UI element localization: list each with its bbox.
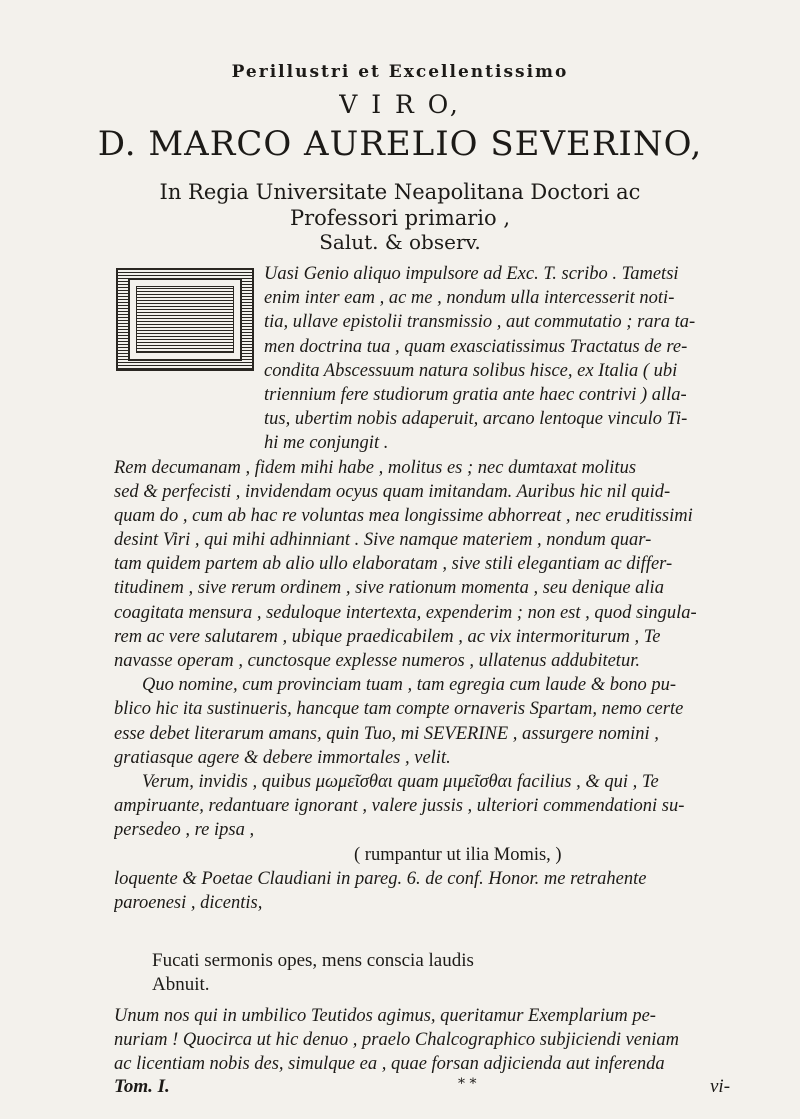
body-line: tus, ubertim nobis adaperuit, arcano lentoque vinculo Ti-	[264, 409, 688, 430]
body-line: Uasi Genio aliquo impulsore ad Exc. T. scribo . Tametsi	[264, 264, 679, 284]
body-line: gratiasque agere & debere immortales , velit.	[114, 747, 451, 768]
body-line: ac licentiam nobis des, simulque ea , quae forsan adjicienda aut inferenda	[114, 1054, 665, 1075]
body-line: Rem decumanam , fidem mihi habe , molitus es ; nec dumtaxat molitus	[114, 457, 637, 478]
body-line: Verum, invidis , quibus μωμεῖσθαι quam μιμεῖσθαι facilius , & qui , Te	[142, 771, 659, 792]
dedicatee-title-1: In Regia Universitate Neapolitana Doctori ac	[159, 180, 641, 204]
body-line: ampiruante, redantuare ignorant , valere jussis , ulteriori commendationi su-	[114, 796, 685, 817]
body-line: enim inter eam , ac me , nondum ulla intercesserit noti-	[264, 288, 675, 309]
body-line: nuriam ! Quocirca ut hic denuo , praelo Chalcographico subjiciendi veniam	[114, 1030, 680, 1051]
dedication-line-1: Perillustri et Excellentissimo	[231, 62, 569, 82]
body-line: titudinem , sive rerum ordinem , sive rationum momenta , seu denique alia	[114, 578, 664, 599]
body-line: blico hic ita sustinueris, hancque tam compte ornaveris Spartam, nemo certe	[114, 699, 684, 720]
body-line: quam do , cum ab hac re voluntas mea longissime abhorreat , nec eruditissimi	[114, 505, 693, 526]
dedicatee-name: D. MARCO AURELIO SEVERINO,	[97, 124, 703, 164]
closing-paragraph	[114, 1004, 746, 1077]
letter-body	[114, 262, 746, 915]
body-line: paroenesi , dicentis,	[114, 892, 263, 913]
volume-signature: Tom. I.	[114, 1076, 170, 1097]
quotation-line: Fucati sermonis opes, mens conscia laudis	[152, 950, 474, 971]
body-line: Quo nomine, cum provinciam tuam , tam egregia cum laude & bono pu-	[142, 675, 677, 696]
body-line: loquente & Poetae Claudiani in pareg. 6. de conf. Honor. me retrahente	[114, 868, 647, 889]
body-line: tam quidem partem ab alio ullo elaboratam , sive stili elegantiam ac differ-	[114, 554, 673, 575]
body-line: men doctrina tua , quam exasciatissimus Tractatus de re-	[264, 336, 688, 357]
salutation: Salut. & observ.	[319, 230, 481, 254]
body-line: persedeo , re ipsa ,	[114, 820, 255, 841]
signature-mark: * *	[458, 1076, 477, 1092]
body-line: sed & perfecisti , invidendam ocyus quam imitandam. Auribus hic nil quid-	[114, 481, 671, 502]
body-line: condita Abscessuum natura solibus hisce, ex Italia ( ubi	[264, 360, 678, 381]
quotation-line: Abnuit.	[152, 974, 210, 995]
body-line: navasse operam , cunctosque explesse numeros , ullatenus addubitetur.	[114, 651, 640, 671]
dedicatee-title-2: Professori primario ,	[289, 206, 511, 230]
body-line: triennium fere studiorum gratia ante haec contrivi ) alla-	[264, 384, 687, 405]
body-line: ( rumpantur ut ilia Momis, )	[354, 844, 562, 865]
body-line: Unum nos qui in umbilico Teutidos agimus, queritamur Exemplarium pe-	[114, 1006, 656, 1026]
body-line: rem ac vere salutarem , ubique praedicabilem , ac vix intermoriturum , Te	[114, 626, 661, 647]
quotation	[152, 949, 474, 997]
body-line: tia, ullave epistolii transmissio , aut commutatio ; rara ta-	[264, 312, 696, 333]
body-line: coagitata mensura , seduloque intertexta, expenderim ; non est , quod singula-	[114, 602, 697, 623]
body-line: desint Viri , qui mihi adhinniant . Sive namque materiem , nondum quar-	[114, 530, 652, 551]
body-line: hi me conjungit .	[264, 433, 389, 454]
body-line: esse debet literarum amans, quin Tuo, mi SEVERINE , assurgere nomini ,	[114, 723, 659, 744]
catchword: vi-	[710, 1076, 731, 1097]
dedication-line-2: V I R O,	[339, 90, 461, 119]
